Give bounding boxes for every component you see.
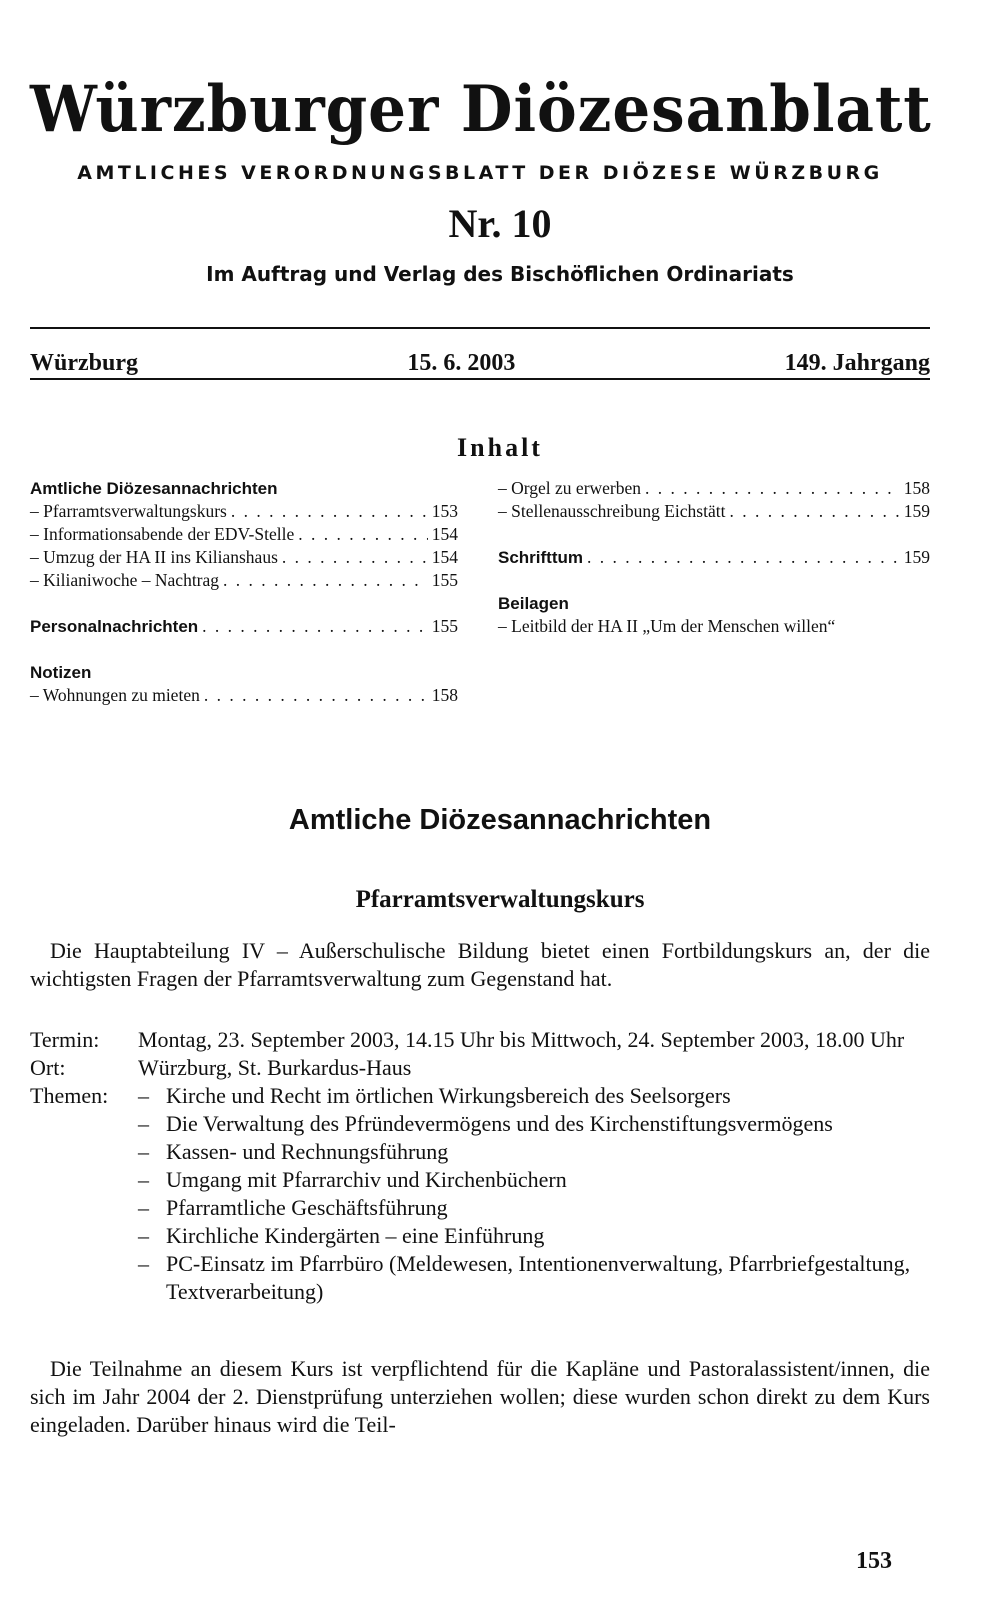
toc-entry[interactable]: – Pfarramtsverwaltungskurs . . . 153 [30,500,458,523]
toc-entry[interactable]: – Informationsabende der EDV-Stelle . . . 154 [30,523,458,546]
themen-label: Themen: [30,1083,109,1108]
ort-label: Ort: [30,1055,66,1080]
publisher-line: Im Auftrag und Verlag des Bischöflichen Ordinariats [206,262,794,286]
topic-item: – Pfarramtliche Geschäftsführung [138,1195,448,1220]
ort-row [30,1054,930,1082]
toc-section: Amtliche Diözesannachrichten [30,479,278,498]
issue-place: Würzburg [30,350,138,376]
toc-entry[interactable]: – Umzug der HA II ins Kilianshaus . . . 154 [30,546,458,569]
topic-item: – PC-Einsatz im Pfarrbüro (Meldewesen, Intentionenverwaltung, Pfarrbriefgestaltung, Textverarbeitung) [138,1251,911,1304]
toc-entry[interactable]: Personalnachrichten . . . 155 [30,615,458,638]
intro-paragraph: Die Hauptabteilung IV – Außerschulische Bildung bietet einen Fortbildungskurs an, der die wichtigsten Fragen der Pfarramtsverwaltung zum Gegenstand hat. [30,938,930,991]
masthead-title: Würzburger Diözesanblatt [30,72,932,147]
section-heading: Amtliche Diözesannachrichten [288,804,712,836]
ort-value: Würzburg, St. Burkardus-Haus [138,1055,412,1080]
issue-meta-row [30,350,930,377]
toc-entry[interactable]: – Wohnungen zu mieten . . . 158 [30,684,458,707]
termin-row [30,1026,930,1054]
toc-entry[interactable]: – Stellenausschreibung Eichstätt . . . 159 [498,500,930,523]
topic-item: – Umgang mit Pfarrarchiv und Kirchenbüchern [138,1167,567,1192]
toc-entry[interactable]: Schrifttum . . . 159 [498,546,930,569]
themen-row [30,1082,930,1306]
termin-label: Termin: [30,1027,100,1052]
issue-volume: 149. Jahrgang [784,350,930,376]
toc-entry[interactable]: – Leitbild der HA II „Um der Menschen willen“ [498,616,836,636]
top-rule [30,327,930,329]
page-number: 153 [856,1548,892,1574]
topic-item: – Die Verwaltung des Pfründevermögens und des Kirchenstiftungsvermögens [138,1111,833,1136]
article-heading: Pfarramtsverwaltungskurs [355,886,645,913]
masthead-subtitle: AMTLICHES VERORDNUNGSBLATT DER DIÖZESE WÜRZBURG [77,162,883,184]
contents-left-column [30,477,458,707]
toc-entry[interactable]: – Orgel zu erwerben . . . 158 [498,477,930,500]
closing-paragraph: Die Teilnahme an diesem Kurs ist verpflichtend für die Kapläne und Pastoralassistent/innen, die sich im Jahr 2004 der 2. Dienstprüfung unterziehen wollen; diese wurden schon direkt zu dem Kurs eingeladen. Darüber hinaus wird die Teil- [30,1356,930,1437]
contents-heading: Inhalt [457,433,543,462]
topic-item: – Kirche und Recht im örtlichen Wirkungsbereich des Seelsorgers [138,1083,731,1108]
toc-entry[interactable]: – Kilianiwoche – Nachtrag . . . 155 [30,569,458,592]
toc-section: Notizen [30,663,92,682]
issue-number: Nr. 10 [448,201,552,246]
topic-item: – Kassen- und Rechnungsführung [138,1139,449,1164]
topic-item: – Kirchliche Kindergärten – eine Einführung [138,1223,545,1248]
course-details [30,1026,930,1306]
issue-date: 15. 6. 2003 [407,350,516,376]
termin-value: Montag, 23. September 2003, 14.15 Uhr bis Mittwoch, 24. September 2003, 18.00 Uhr [138,1027,905,1052]
themen-list [138,1082,930,1306]
contents-right-column [498,477,930,638]
toc-section: Beilagen [498,594,569,613]
bottom-rule [30,378,930,380]
